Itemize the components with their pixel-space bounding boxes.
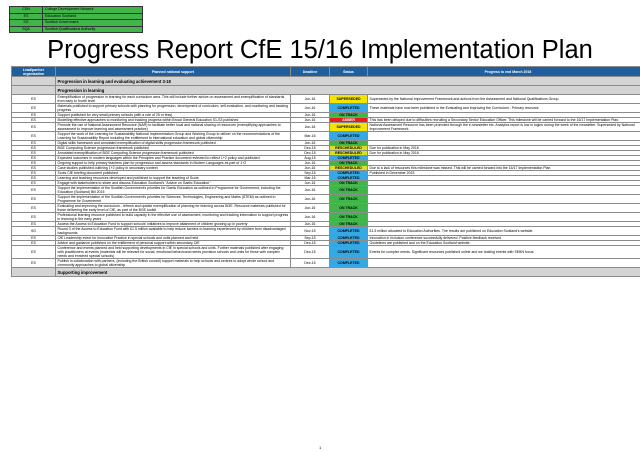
- cell-status: COMPLETED: [330, 171, 368, 176]
- cell-support: Case studies published outlining 1+2 policy in secondary context: [56, 166, 291, 171]
- cell-status: RESCHEDULED: [330, 146, 368, 151]
- cell-deadline: Dec-15: [291, 151, 330, 156]
- cell-lead: ES: [12, 246, 56, 259]
- cell-lead: ES: [12, 181, 56, 186]
- cell-deadline: Dec-15: [291, 146, 330, 151]
- cell-deadline: Jun-16: [291, 213, 330, 222]
- cell-deadline: Mar-16: [291, 176, 330, 181]
- cell-deadline: Dec-15: [291, 259, 330, 268]
- cell-lead: ES: [12, 132, 56, 141]
- cell-deadline: Jun-16: [291, 118, 330, 123]
- cell-deadline: Jun-16: [291, 222, 330, 227]
- header-support: Planned national support: [56, 67, 291, 77]
- table-row: [12, 95, 640, 104]
- cell-support: Digital skills framework and annotated exemplification of digital skills progression framework published: [56, 141, 291, 146]
- section-spacer: [12, 77, 56, 86]
- cell-support: BGE Computing Science progression framework published: [56, 146, 291, 151]
- cell-progress: Events for complex needs. Significant resources published online and we holding events with SEBN focus.: [368, 246, 640, 259]
- cell-support: Expected outcomes in modern languages within the Principles and Practice document reviewed to reflect 1+2 policy and published: [56, 156, 291, 161]
- cell-status: COMPLETED: [330, 227, 368, 236]
- cell-status: SUPERSEDED: [330, 123, 368, 132]
- cell-progress: This has been delayed due to difficulties recruiting a Secondary Senior Education Officer. This milestone will be carried forward to the 16/17 Implementation Plan.: [368, 118, 640, 123]
- cell-lead: ES: [12, 104, 56, 113]
- cell-lead: SG: [12, 227, 56, 236]
- cell-support: Annotated exemplification of BGE Computing Science progression framework published: [56, 151, 291, 156]
- cell-progress: National Assessment Resource has been promoted through the e-newsletter etc. Analytics report is low in logins during the week of the newsletter. Superseded by National Improvement Framework.: [368, 123, 640, 132]
- section-spacer: [12, 268, 56, 277]
- table-row: [12, 246, 640, 259]
- table-row: [12, 132, 640, 141]
- cell-support: Access the Access to Education Fund to support schools' initiatives to improve attainment of children growing up in poverty: [56, 222, 291, 227]
- cell-support: Support the work of the Learning for Sustainability National Implementation Group and Working Group to deliver on the recommendations of the Learning for Sustainability Report including the entitlement to international education and global citizenship: [56, 132, 291, 141]
- cell-status: COMPLETED: [330, 246, 368, 259]
- cell-deadline: Jun-16: [291, 141, 330, 146]
- cell-support: Materials published to support primary schools with planning for progression, development of curriculum, self-evaluation, and monitoring and tracking progress: [56, 104, 291, 113]
- cell-deadline: Nov-15: [291, 227, 330, 236]
- cell-status: COMPLETED: [330, 156, 368, 161]
- section-row: [12, 86, 640, 95]
- table-row: [12, 213, 640, 222]
- cell-lead: ES: [12, 161, 56, 166]
- section-title: Progression in learning and evaluating achievement 3-18: [56, 77, 640, 86]
- section-row: [12, 77, 640, 86]
- cell-progress: [368, 259, 640, 268]
- cell-status: ON TRACK: [330, 204, 368, 213]
- legend-code: SG: [10, 20, 43, 27]
- cell-progress: Due for publication in May 2016: [368, 146, 640, 151]
- cell-deadline: Jun-16: [291, 113, 330, 118]
- cell-progress: [368, 132, 640, 141]
- legend-description: Scottish Government: [43, 20, 143, 27]
- cell-deadline: Jun-16: [291, 161, 330, 166]
- table-row: [12, 186, 640, 195]
- legend-description: Scottish Qualifications Authority: [43, 26, 143, 33]
- progress-table: [11, 66, 640, 277]
- cell-progress: [368, 204, 640, 213]
- cell-status: ON TRACK: [330, 186, 368, 195]
- header-status: Status: [330, 67, 368, 77]
- header-progress: Progress to end March 2016: [368, 67, 640, 77]
- cell-support: Support published for very small primary schools (with a role of 25 or less): [56, 113, 291, 118]
- cell-status: COMPLETED: [330, 176, 368, 181]
- cell-status: ON TRACK: [330, 113, 368, 118]
- table-row: [12, 259, 640, 268]
- legend-table: [9, 6, 143, 33]
- legend-row: [10, 26, 143, 33]
- cell-support: Engage with stakeholders to share and discuss Education Scotland's "Advice on Gaelic Education": [56, 181, 291, 186]
- header-deadline: Deadline: [291, 67, 330, 77]
- cell-status: RESCHEDULED: [330, 166, 368, 171]
- cell-deadline: Aug-15: [291, 156, 330, 161]
- cell-support: Ongoing support to help primary teachers plan for progression and assess standards in Modern Languages as part of 1+2: [56, 161, 291, 166]
- legend-description: Education Scotland: [43, 13, 143, 20]
- cell-status: AMBER: [330, 118, 368, 123]
- cell-lead: ES: [12, 259, 56, 268]
- cell-support: Scots CfE briefing document published: [56, 171, 291, 176]
- cell-status: COMPLETED: [330, 259, 368, 268]
- cell-deadline: Jun-16: [291, 186, 330, 195]
- cell-progress: [368, 213, 640, 222]
- cell-status: ON TRACK: [330, 161, 368, 166]
- cell-support: Learning and teaching resources developed and published to support the teaching of Scots: [56, 176, 291, 181]
- cell-deadline: Jun-16: [291, 195, 330, 204]
- cell-status: RESCHEDULED: [330, 151, 368, 156]
- cell-status: ON TRACK: [330, 195, 368, 204]
- cell-status: ON TRACK: [330, 141, 368, 146]
- cell-progress: [368, 186, 640, 195]
- cell-progress: Published in December 2015: [368, 171, 640, 176]
- cell-lead: ES: [12, 118, 56, 123]
- cell-status: COMPLETED: [330, 132, 368, 141]
- legend-code: ES: [10, 13, 43, 20]
- cell-deadline: Dec-15: [291, 246, 330, 259]
- legend-description: College Development Network: [43, 7, 143, 14]
- cell-deadline: Mar-16: [291, 132, 330, 141]
- section-title: Supporting improvement: [56, 268, 640, 277]
- cell-lead: ES: [12, 151, 56, 156]
- cell-lead: ES: [12, 176, 56, 181]
- cell-deadline: Jun-16: [291, 95, 330, 104]
- cell-status: COMPLETED: [330, 241, 368, 246]
- cell-support: Exemplification of progression in learning for each curriculum area. This will include further advice on assessment and exemplification of standards from early to fourth level: [56, 95, 291, 104]
- cell-deadline: Jun-16: [291, 123, 330, 132]
- cell-status: ON TRACK: [330, 213, 368, 222]
- cell-lead: ES: [12, 213, 56, 222]
- legend-code: SQA: [10, 26, 43, 33]
- cell-deadline: Dec-15: [291, 241, 330, 246]
- cell-lead: ES: [12, 186, 56, 195]
- cell-lead: ES: [12, 123, 56, 132]
- cell-support: Conference and events planned and held supporting developments in CfE in special schools and units. Further materials published after engaging with practitioners at events (materials will be relevant for social, emotional behavioural needs provision schools and units for those with complex needs and enriched special schools): [56, 246, 291, 259]
- page-title: Progress Report CfE 15/16 Implementation Plan: [47, 36, 593, 64]
- cell-progress: Superseded by the National Improvement Framework and actions from the Assessment and National Qualifications Group.: [368, 95, 640, 104]
- cell-lead: ES: [12, 204, 56, 213]
- cell-status: COMPLETED: [330, 104, 368, 113]
- section-spacer: [12, 86, 56, 95]
- section-title: Progression in learning: [56, 86, 640, 95]
- cell-lead: ES: [12, 156, 56, 161]
- cell-lead: ES: [12, 241, 56, 246]
- section-row: [12, 268, 640, 277]
- cell-progress: Innovation in Inclusion conference successfully delivered. Positive feedback received: [368, 236, 640, 241]
- header-lead: Lead/partner organisation: [12, 67, 56, 77]
- cell-support: Advice and guidance published on the entitlement of personal support within secondary CfE: [56, 241, 291, 246]
- cell-support: Professional learning resource published to build capacity in the effective use of assessment, monitoring and tracking information to support progress in learning in the early years: [56, 213, 291, 222]
- cell-deadline: Jun-16: [291, 166, 330, 171]
- cell-support: Evaluating and improving the curriculum - refresh and update exemplification of planning for learning across BGE. Resource materials published for those delivering the early level of CfE, as part of the BGE toolkit: [56, 204, 291, 213]
- cell-lead: ES: [12, 166, 56, 171]
- cell-lead: ES: [12, 141, 56, 146]
- table-header-row: [12, 67, 640, 77]
- cell-progress: Due to a lack of resources this milestone was missed. This will be carried forward into the 16/17 Implementation Plan: [368, 166, 640, 171]
- cell-support: Round 3 of the Access to Education Fund with £1.5 million available to help reduce barriers to learning experienced by children from disadvantaged backgrounds: [56, 227, 291, 236]
- table-row: [12, 204, 640, 213]
- cell-deadline: Jun-16: [291, 104, 330, 113]
- cell-progress: Due for publication in May 2016: [368, 151, 640, 156]
- cell-deadline: Sep-15: [291, 171, 330, 176]
- table-row: [12, 123, 640, 132]
- page-number: 1: [319, 445, 322, 450]
- cell-status: ON TRACK: [330, 222, 368, 227]
- cell-deadline: Jun-16: [291, 181, 330, 186]
- cell-lead: ES: [12, 146, 56, 151]
- cell-support: Support the implementation of the Scottish Government's priorities for Sciences, Technologies, Engineering and Maths (STEM) as outlined in Programme for Government: [56, 195, 291, 204]
- cell-progress: £1.5 million allocated to Education Authorities. The results are published on Education Scotland's website.: [368, 227, 640, 236]
- cell-lead: ES: [12, 171, 56, 176]
- cell-support: Modelling effective approaches to monitoring and tracking progress within Broad General Education S1-S3 published: [56, 118, 291, 123]
- cell-deadline: Sep-15: [291, 236, 330, 241]
- table-row: [12, 227, 640, 236]
- cell-progress: [368, 195, 640, 204]
- table-row: [12, 195, 640, 204]
- cell-status: SUPERSEDED: [330, 95, 368, 104]
- cell-status: COMPLETED: [330, 236, 368, 241]
- cell-lead: ES: [12, 236, 56, 241]
- cell-progress: Guidelines are published and on the Education Scotland website.: [368, 241, 640, 246]
- cell-lead: ES: [12, 195, 56, 204]
- cell-lead: ES: [12, 222, 56, 227]
- cell-status: ON TRACK: [330, 181, 368, 186]
- cell-support: Promote the use of National Assessment Resource (NAR) to facilitate better local and national sharing of resources (exemplifying approaches to assessment to improve learning and assessment practice): [56, 123, 291, 132]
- cell-deadline: Jun-16: [291, 204, 330, 213]
- cell-support: Publish in collaboration with partners, (including the British council) support materials to help schools and centres to adopt whole school and community approaches to global citizenship: [56, 259, 291, 268]
- table-row: [12, 104, 640, 113]
- legend-code: CDN: [10, 7, 43, 14]
- cell-lead: ES: [12, 113, 56, 118]
- cell-support: Support the implementation of the Scottish Government's priorities for Gaelic Education as outlined in Programme for Government, including the Education (Scotland) Bill 2015: [56, 186, 291, 195]
- cell-lead: ES: [12, 95, 56, 104]
- cell-progress: These materials have now been published in the Evaluating and Improving the Curriculum - Primary resource.: [368, 104, 640, 113]
- cell-support: CfE Leadership event for Innovative Practice in special schools and units planned and held: [56, 236, 291, 241]
